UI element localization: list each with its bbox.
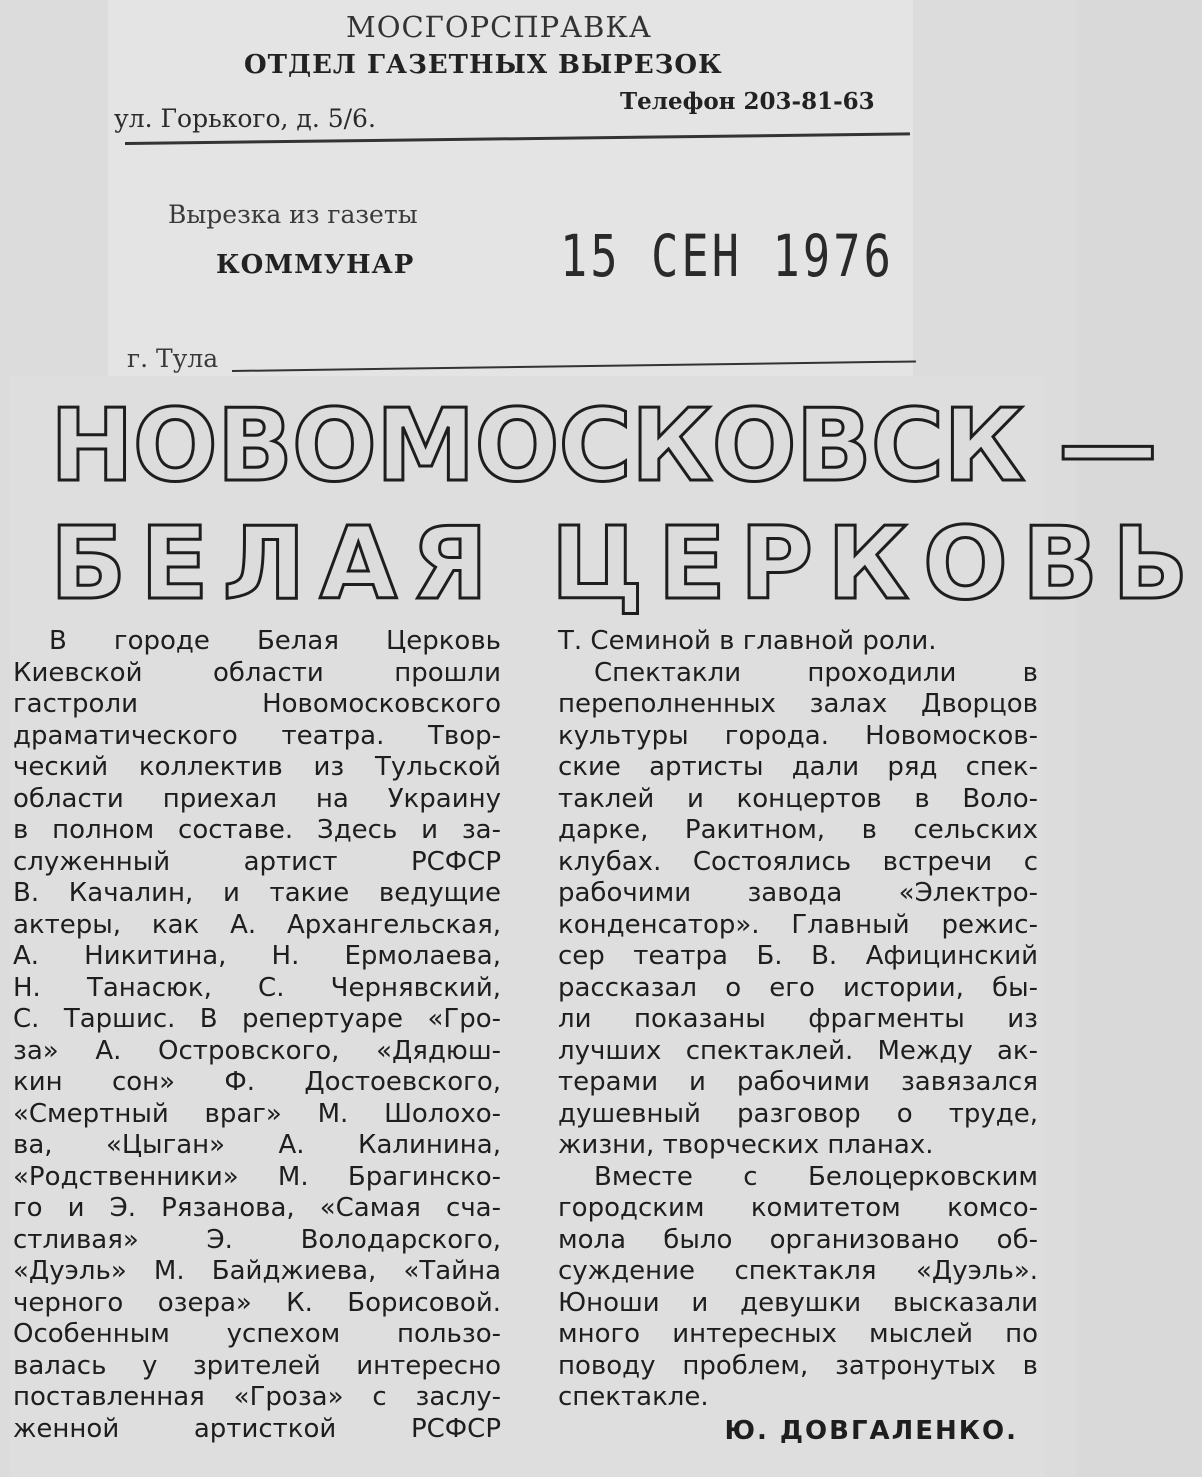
article-text-line: ли показаны фрагменты из xyxy=(558,1004,1038,1034)
article-text-line: переполненных залах Дворцов xyxy=(558,689,1038,719)
article-text-line: «Родственники» М. Брагинско- xyxy=(13,1161,501,1192)
article-text-line: сер театра Б. В. Афицинский xyxy=(558,941,1038,971)
article-text-line: клубах. Состоялись встречи с xyxy=(558,846,1038,877)
agency-department: ОТДЕЛ ГАЗЕТНЫХ ВЫРЕЗОК xyxy=(244,50,723,80)
article-text-line: рассказал о его истории, бы- xyxy=(558,972,1038,1003)
article-text-line: спектакле. xyxy=(558,1382,709,1412)
article-text-line: валась у зрителей интересно xyxy=(13,1350,501,1381)
article-text-line: суждение спектакля «Дуэль». xyxy=(558,1256,1038,1286)
article-text-line: области приехал на Украину xyxy=(13,783,501,814)
article-text-line: ские артисты дали ряд спек- xyxy=(558,752,1038,782)
article-text-line: культуры города. Новомосков- xyxy=(558,720,1038,751)
article-text-line: рабочими завода «Электро- xyxy=(558,878,1038,908)
article-text-line: В. Качалин, и такие ведущие xyxy=(13,878,501,908)
article-text-line: таклей и концертов в Воло- xyxy=(558,783,1038,814)
article-text-line: актеры, как А. Архангельская, xyxy=(13,909,501,940)
article-text-line: конденсатор». Главный режис- xyxy=(558,909,1038,940)
article-text-line: ва, «Цыган» А. Калинина, xyxy=(13,1130,501,1160)
article-text-line: терами и рабочими завязался xyxy=(558,1067,1038,1097)
article-text-line: женной артисткой РСФСР xyxy=(13,1413,501,1444)
article-text-line: дарке, Ракитном, в сельских xyxy=(558,815,1038,845)
article-text-line: поводу проблем, затронутых в xyxy=(558,1350,1038,1381)
article-text-line: Н. Танасюк, С. Чернявский, xyxy=(13,972,501,1003)
article-text-line: душевный разговор о труде, xyxy=(558,1098,1038,1129)
article-text-line: «Дуэль» М. Байджиева, «Тайна xyxy=(13,1256,501,1286)
newspaper-name: КОММУНАР xyxy=(216,250,415,280)
article-text-line: стливая» Э. Володарского, xyxy=(13,1224,501,1255)
article-clipping xyxy=(10,376,1202,1477)
article-text-line: Особенным успехом пользо- xyxy=(13,1319,501,1349)
article-text-line: «Смертный враг» М. Шолохо- xyxy=(13,1098,501,1129)
headline-line-1: НОВОМОСКОВСК — xyxy=(50,387,1157,504)
article-text-line: А. Никитина, Н. Ермолаева, xyxy=(13,941,501,971)
article-column-right xyxy=(558,626,1038,1447)
article-column-left xyxy=(13,626,501,1445)
article-text-line: драматического театра. Твор- xyxy=(13,720,501,751)
city-label: г. Тула xyxy=(127,344,219,373)
article-text-line: лучших спектаклей. Между ак- xyxy=(558,1035,1038,1066)
article-text-line: в полном составе. Здесь и за- xyxy=(13,815,501,845)
headline-line-2: БЕЛАЯ ЦЕРКОВЬ xyxy=(50,505,1202,622)
article-text-line: го и Э. Рязанова, «Самая сча- xyxy=(13,1193,501,1223)
article-text-line: С. Таршис. В репертуаре «Гро- xyxy=(13,1004,501,1034)
article-headline xyxy=(50,387,1202,622)
article-text-line: кин сон» Ф. Достоевского, xyxy=(13,1067,501,1097)
article-text-line: Спектакли проходили в xyxy=(594,657,1038,688)
article-text-line: В городе Белая Церковь xyxy=(49,626,501,656)
article-text-line: городским комитетом комсо- xyxy=(558,1193,1038,1223)
article-text-line: поставленная «Гроза» с заслу- xyxy=(13,1382,501,1412)
agency-name: МОСГОРСПРАВКА xyxy=(346,10,652,44)
article-text-line: Киевской области прошли xyxy=(13,657,501,688)
article-text-line: за» А. Островского, «Дядюш- xyxy=(13,1035,501,1066)
article-text-line: Юноши и девушки высказали xyxy=(558,1287,1038,1318)
article-text-line: служенный артист РСФСР xyxy=(13,846,501,877)
article-text-line: ческий коллектив из Тульской xyxy=(13,752,501,782)
article-text-line: черного озера» К. Борисовой. xyxy=(13,1287,501,1318)
article-text-line: гастроли Новомосковского xyxy=(13,689,501,719)
article-body xyxy=(10,626,1050,1471)
date-stamp: 15 СЕН 1976 xyxy=(560,222,894,290)
agency-phone: Телефон 203-81-63 xyxy=(620,88,875,115)
agency-address: ул. Горького, д. 5/6. xyxy=(114,104,376,133)
article-text-line: жизни, творческих планах. xyxy=(558,1130,934,1160)
clip-source-label: Вырезка из газеты xyxy=(168,200,418,229)
article-text-line: Т. Семиной в главной роли. xyxy=(558,626,937,656)
article-text-line: мола было организовано об- xyxy=(558,1224,1038,1255)
article-text-line: Вместе с Белоцерковским xyxy=(594,1161,1038,1192)
article-signature: Ю. ДОВГАЛЕНКО. xyxy=(724,1415,1018,1446)
article-text-line: много интересных мыслей по xyxy=(558,1319,1038,1349)
